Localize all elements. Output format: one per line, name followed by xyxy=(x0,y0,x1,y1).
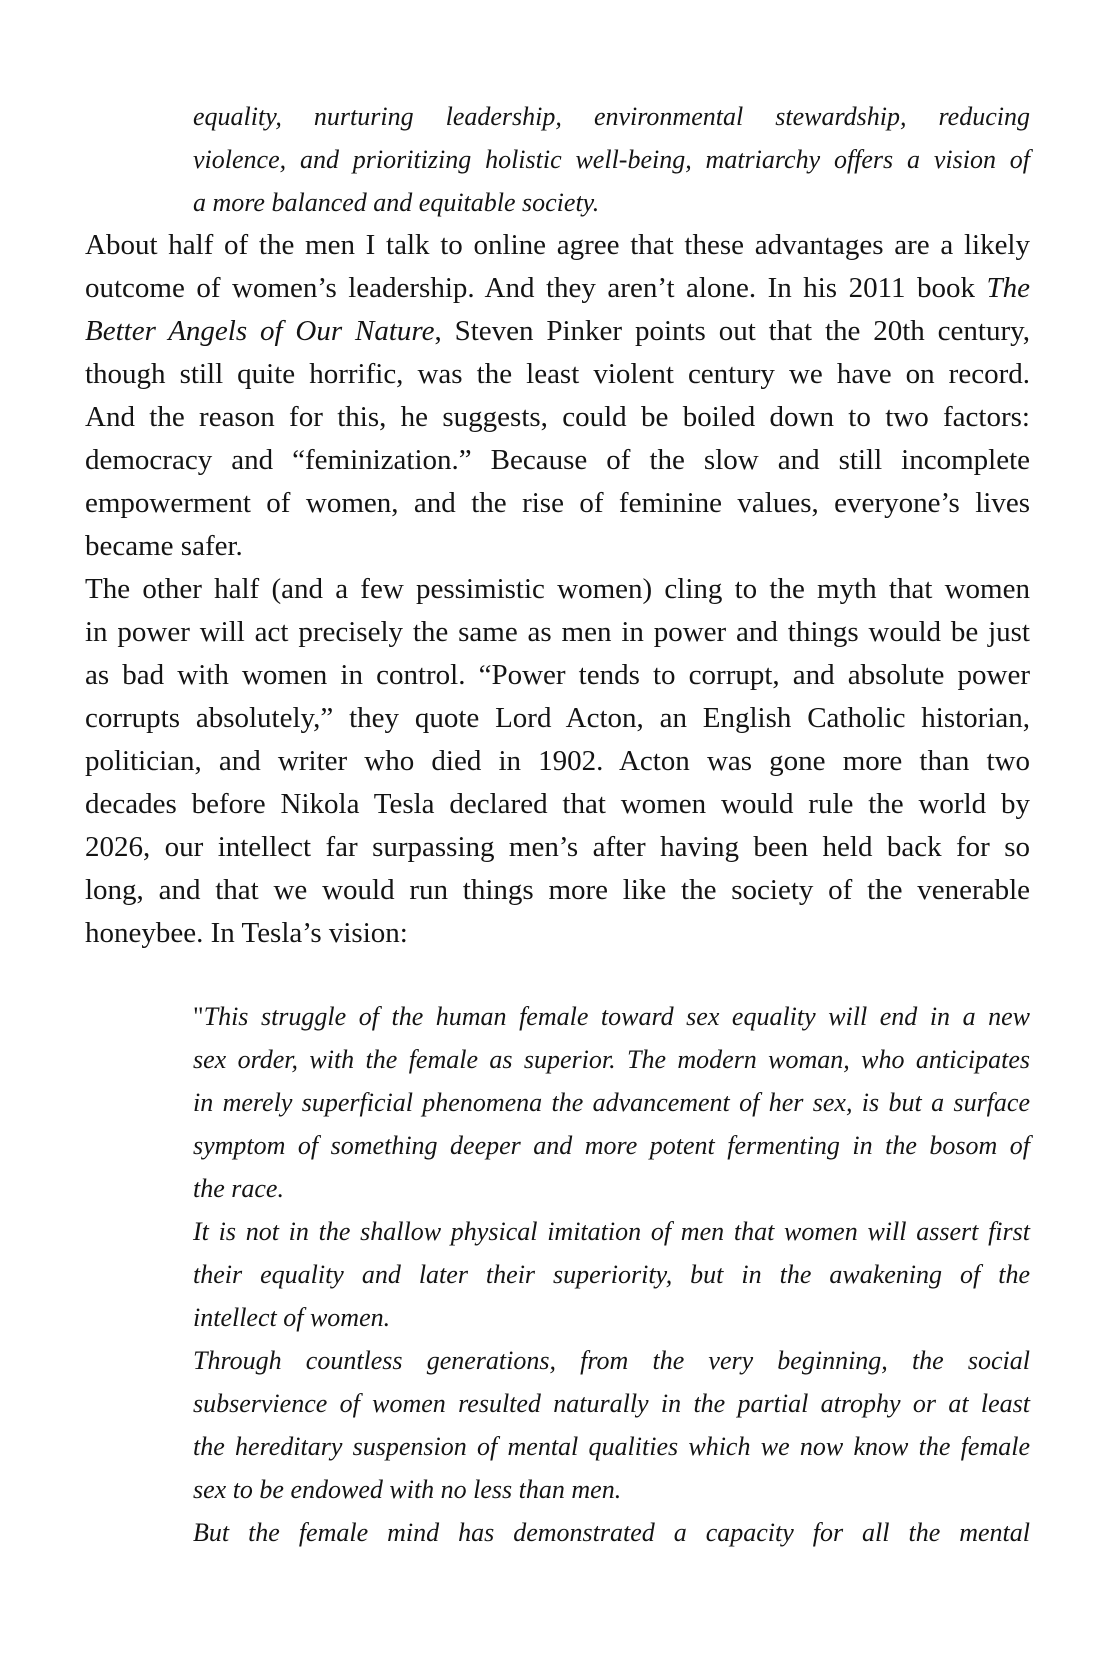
text-line xyxy=(193,1253,1030,1296)
text-line xyxy=(85,912,1030,955)
text-line xyxy=(193,1081,1030,1124)
italic-text: The xyxy=(986,272,1030,304)
text-line xyxy=(193,181,1030,224)
text-line xyxy=(193,1468,1030,1511)
italic-text: violence, and prioritizing holistic well-being, matriarchy offers a vision of xyxy=(193,145,1030,174)
leading-quote-continuation xyxy=(85,95,1030,224)
text-line xyxy=(85,439,1030,482)
text-line xyxy=(193,1210,1030,1253)
regular-text: though still quite horrific, was the least violent century we have on record. xyxy=(85,358,1030,390)
regular-text: democracy and “feminization.” Because of the slow and still incomplete xyxy=(85,444,1030,476)
text-line xyxy=(193,1038,1030,1081)
regular-text: as bad with women in control. “Power tends to corrupt, and absolute power xyxy=(85,659,1030,691)
regular-text: politician, and writer who died in 1902. Acton was gone more than two xyxy=(85,745,1030,777)
italic-text: It is not in the shallow physical imitation of men that women will assert first xyxy=(193,1217,1030,1246)
text-line xyxy=(193,995,1030,1038)
italic-text: Better Angels of Our Nature xyxy=(85,315,435,347)
text-line xyxy=(85,482,1030,525)
text-line xyxy=(85,654,1030,697)
regular-text: in power will act precisely the same as men in power and things would be just xyxy=(85,616,1030,648)
italic-text: symptom of something deeper and more potent fermenting in the bosom of xyxy=(193,1131,1030,1160)
italic-text: sex order, with the female as superior. The modern woman, who anticipates xyxy=(193,1045,1030,1074)
regular-text: The other half (and a few pessimistic women) cling to the myth that women xyxy=(85,573,1030,605)
text-line xyxy=(85,697,1030,740)
italic-text: the hereditary suspension of mental qualities which we now know the female xyxy=(193,1432,1030,1461)
text-line xyxy=(193,1296,1030,1339)
text-line xyxy=(85,611,1030,654)
text-line xyxy=(193,1339,1030,1382)
text-line xyxy=(193,95,1030,138)
italic-text: intellect of women. xyxy=(193,1303,391,1332)
text-line xyxy=(193,1124,1030,1167)
regular-text: outcome of women’s leadership. And they aren’t alone. In his 2011 book xyxy=(85,272,987,304)
text-line xyxy=(85,740,1030,783)
tesla-quote xyxy=(85,995,1030,1554)
text-block xyxy=(85,95,1030,1554)
regular-text: corrupts absolutely,” they quote Lord Acton, an English Catholic historian, xyxy=(85,702,1030,734)
italic-text: equality, nurturing leadership, environmental stewardship, reducing xyxy=(193,102,1030,131)
regular-text: , Steven Pinker points out that the 20th century, xyxy=(434,315,1030,347)
italic-text: subservience of women resulted naturally in the partial atrophy or at least xyxy=(193,1389,1030,1418)
regular-text: And the reason for this, he suggests, could be boiled down to two factors: xyxy=(85,401,1030,433)
regular-text: empowerment of women, and the rise of feminine values, everyone’s lives xyxy=(85,487,1030,519)
text-line xyxy=(85,396,1030,439)
italic-text: the race. xyxy=(193,1174,284,1203)
text-line xyxy=(193,1167,1030,1210)
text-line xyxy=(85,568,1030,611)
regular-text: 2026, our intellect far surpassing men’s after having been held back for so xyxy=(85,831,1030,863)
italic-text: their equality and later their superiority, but in the awakening of the xyxy=(193,1260,1030,1289)
italic-text: Through countless generations, from the very beginning, the social xyxy=(193,1346,1030,1375)
text-line xyxy=(193,138,1030,181)
text-line xyxy=(193,1425,1030,1468)
text-line xyxy=(85,353,1030,396)
regular-text: became safer. xyxy=(85,530,243,562)
text-line xyxy=(85,869,1030,912)
regular-text: long, and that we would run things more like the society of the venerable xyxy=(85,874,1030,906)
text-line xyxy=(85,310,1030,353)
text-line xyxy=(193,1382,1030,1425)
text-line xyxy=(85,224,1030,267)
italic-text: a more balanced and equitable society. xyxy=(193,188,600,217)
text-line xyxy=(85,525,1030,568)
text-line xyxy=(193,1511,1030,1554)
italic-text: sex to be endowed with no less than men. xyxy=(193,1475,622,1504)
italic-text: But the female mind has demonstrated a capacity for all the mental xyxy=(193,1518,1030,1547)
regular-text: honeybee. In Tesla’s vision: xyxy=(85,917,408,949)
regular-text: decades before Nikola Tesla declared that women would rule the world by xyxy=(85,788,1030,820)
regular-text: About half of the men I talk to online agree that these advantages are a likely xyxy=(85,229,1030,261)
text-line xyxy=(85,267,1030,310)
italic-text: in merely superficial phenomena the advancement of her sex, is but a surface xyxy=(193,1088,1030,1117)
section-gap xyxy=(85,955,1030,995)
italic-text: This struggle of the human female toward sex equality will end in a new xyxy=(203,1002,1030,1031)
text-line xyxy=(85,783,1030,826)
text-line xyxy=(85,826,1030,869)
body-text xyxy=(85,224,1030,955)
regular-text: " xyxy=(193,1002,204,1031)
